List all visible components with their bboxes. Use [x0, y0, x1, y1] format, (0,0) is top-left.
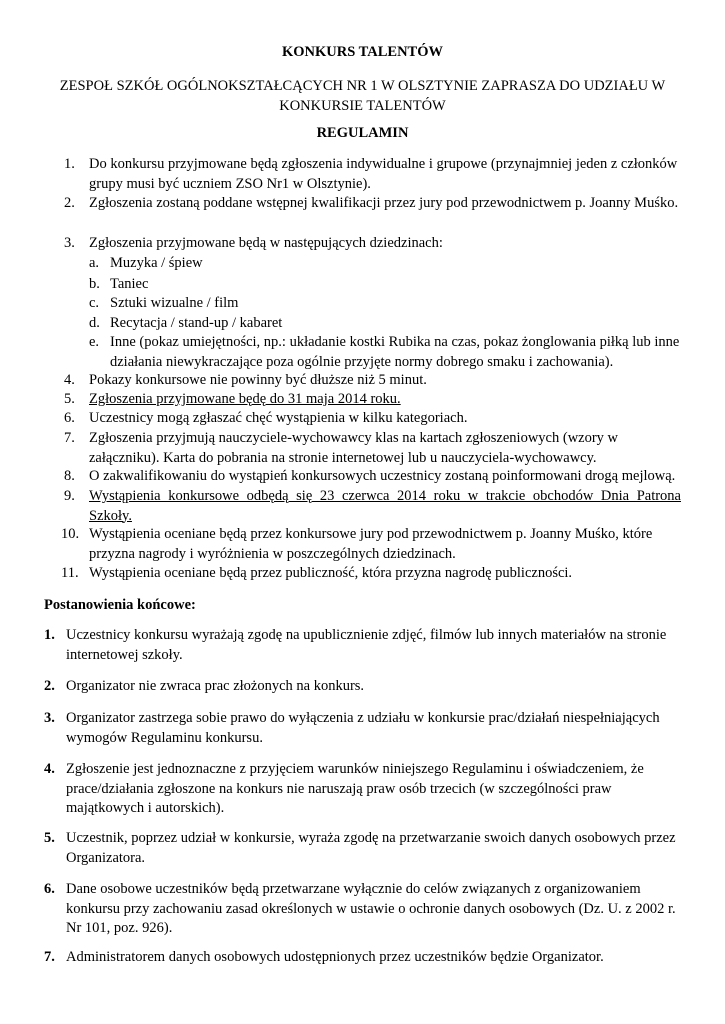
- rule-subnumber: a.: [89, 255, 100, 271]
- final-text: Zgłoszenie jest jednoznaczne z przyjęciem warunków niniejszego Regulaminu i oświadczeniem, że prace/działania zgłoszone na konkurs nie naruszają praw osób trzecich (w szczególności praw majątkowych i autorskich).: [66, 761, 644, 816]
- final-text: Organizator nie zwraca prac złożonych na konkurs.: [66, 678, 365, 694]
- rule-text: Do konkursu przyjmowane będą zgłoszenia indywidualne i grupowe (przynajmniej jeden z członków grupy musi być uczniem ZSO Nr1 w Olsztynie).: [89, 156, 678, 192]
- rule-subtext: Recytacja / stand-up / kabaret: [110, 315, 283, 331]
- rule-text: Zgłoszenia przyjmowane będę do 31 maja 2014 roku.: [89, 391, 401, 407]
- rule-subtext: Muzyka / śpiew: [110, 255, 203, 271]
- rule-text: Zgłoszenia przyjmowane będą w następujących dziedzinach:: [89, 235, 443, 251]
- final-number: 3.: [44, 710, 55, 726]
- final-text: Administratorem danych osobowych udostępnionych przez uczestników będzie Organizator.: [66, 949, 604, 965]
- rule-subtext: Inne (pokaz umiejętności, np.: układanie kostki Rubika na czas, pokaz żonglowania piłką lub inne działania niewykraczające poza ogólnie przyjęte normy dobrego smaku i zachowania).: [110, 334, 680, 370]
- final-text: Organizator zastrzega sobie prawo do wyłączenia z udziału w konkursie prac/działań niespełniających wymogów Regulaminu konkursu.: [66, 710, 660, 746]
- rule-number: 6.: [64, 410, 75, 426]
- rule-text: Pokazy konkursowe nie powinny być dłuższe niż 5 minut.: [89, 372, 427, 388]
- page-subtitle: ZESPOŁ SZKÓŁ OGÓLNOKSZTAŁCĄCYCH NR 1 W OLSZTYNIE ZAPRASZA DO UDZIAŁU W KONKURSIE TALENTÓW: [59, 78, 666, 114]
- rule-text: Wystąpienia oceniane będą przez konkursowe jury pod przewodnictwem p. Joanny Muśko, które przyzna nagrody i wyróżnienia w poszczególnych dziedzinach.: [89, 526, 653, 562]
- rule-subnumber: b.: [89, 276, 100, 292]
- page-title: KONKURS TALENTÓW: [281, 44, 443, 60]
- section-heading-regulamin: REGULAMIN: [316, 125, 409, 141]
- rule-number: 9.: [64, 488, 75, 504]
- final-number: 2.: [44, 678, 55, 694]
- final-text: Dane osobowe uczestników będą przetwarzane wyłącznie do celów związanych z organizowaniem konkursu przy zachowaniu zasad określonych w ustawie o ochronie danych osobowych (Dz. U. z 2002 r. Nr 101, poz. 926).: [66, 881, 676, 936]
- rule-number: 8.: [64, 468, 75, 484]
- rule-subnumber: d.: [89, 315, 100, 331]
- rule-text-line: Wystąpienia konkursowe odbędą się 23 czerwca 2014 roku w trakcie obchodów Dnia Patrona: [89, 488, 681, 504]
- rule-number: 7.: [64, 430, 75, 446]
- rule-number: 3.: [64, 235, 75, 251]
- rule-text: Zgłoszenia przyjmują nauczyciele-wychowawcy klas na kartach zgłoszeniowych (wzory w załączniku). Karta do pobrania na stronie internetowej lub u nauczyciela-wychowawcy.: [89, 430, 619, 466]
- rule-subtext: Taniec: [110, 276, 149, 292]
- rule-number: 5.: [64, 391, 75, 407]
- rule-text-line: Szkoły.: [89, 507, 132, 524]
- rule-number: 2.: [64, 195, 75, 211]
- final-number: 1.: [44, 627, 55, 643]
- rule-subtext: Sztuki wizualne / film: [110, 295, 239, 311]
- final-number: 4.: [44, 761, 55, 777]
- rule-number: 4.: [64, 372, 75, 388]
- rule-text: Uczestnicy mogą zgłaszać chęć wystąpienia w kilku kategoriach.: [89, 410, 468, 426]
- rule-text: Zgłoszenia zostaną poddane wstępnej kwalifikacji przez jury pod przewodnictwem p. Joanny Muśko.: [89, 195, 679, 211]
- rule-subnumber: e.: [89, 334, 100, 350]
- final-text: Uczestnicy konkursu wyrażają zgodę na upublicznienie zdjęć, filmów lub innych materiałów na stronie internetowej szkoły.: [66, 627, 667, 663]
- final-provisions-heading: Postanowienia końcowe:: [44, 597, 196, 613]
- rule-text: Wystąpienia oceniane będą przez publiczność, która przyzna nagrodę publiczności.: [89, 565, 573, 581]
- final-number: 5.: [44, 830, 55, 846]
- rule-number: 1.: [64, 156, 75, 172]
- rule-text: O zakwalifikowaniu do wystąpień konkursowych uczestnicy zostaną poinformowani drogą mejlową.: [89, 468, 676, 484]
- rule-subnumber: c.: [89, 295, 100, 311]
- rule-number: 10.: [61, 526, 80, 542]
- final-number: 6.: [44, 881, 55, 897]
- rule-number: 11.: [61, 565, 79, 581]
- final-number: 7.: [44, 949, 55, 965]
- final-text: Uczestnik, poprzez udział w konkursie, wyraża zgodę na przetwarzanie swoich danych osobowych przez Organizatora.: [66, 830, 676, 866]
